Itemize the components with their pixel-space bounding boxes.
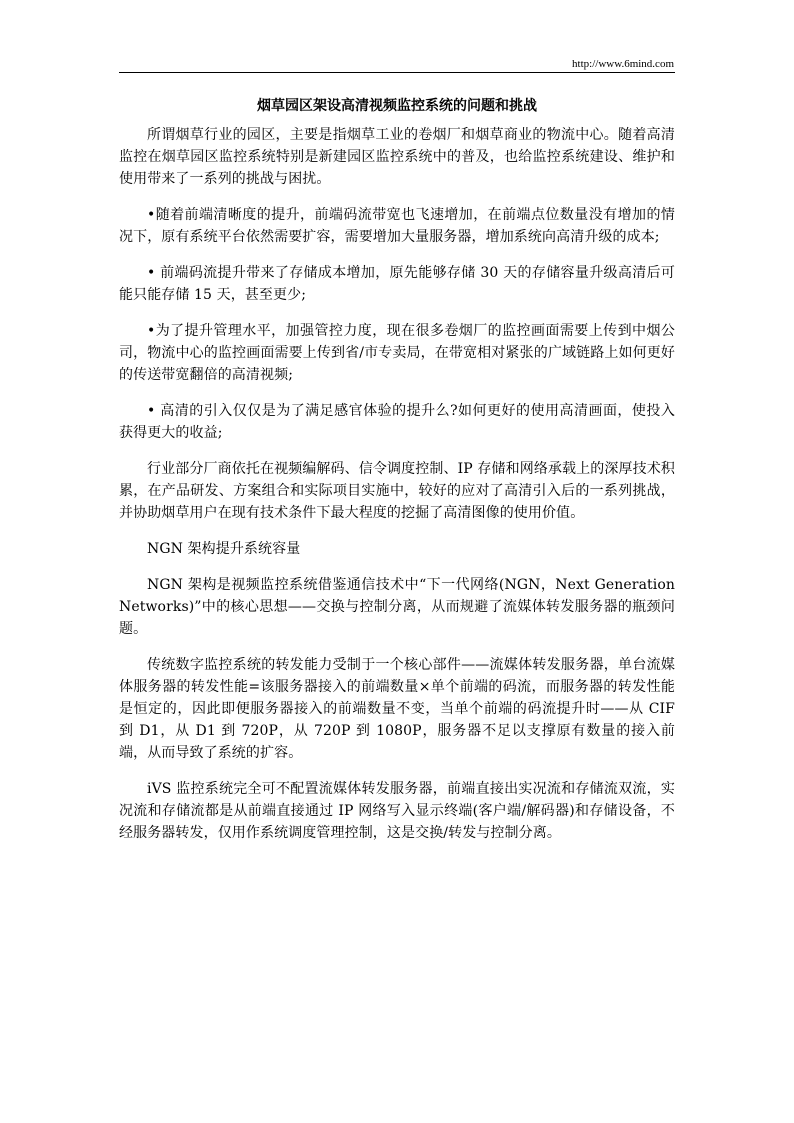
vendor-paragraph: 行业部分厂商依托在视频编解码、信令调度控制、IP 存储和网络承载上的深厚技术积累，在产品研发、方案组合和实际项目实施中，较好的应对了高清引入后的一系列挑战，并协助烟草用户在现有技术条件下最大程度的挖掘了高清图像的使用价值。 bbox=[119, 461, 675, 521]
bullet-usage: • 高清的引入仅仅是为了满足感官体验的提升么?如何更好的使用高清画面，使投入获得更大的收益; bbox=[119, 403, 675, 441]
bullet-bandwidth: •随着前端清晰度的提升，前端码流带宽也飞速增加，在前端点位数量没有增加的情况下，原有系统平台依然需要扩容，需要增加大量服务器，增加系统向高清升级的成本; bbox=[119, 207, 675, 245]
intro-paragraph: 所谓烟草行业的园区，主要是指烟草工业的卷烟厂和烟草商业的物流中心。随着高清监控在烟草园区监控系统特别是新建园区监控系统中的普及，也给监控系统建设、维护和使用带来了一系列的挑战与困扰。 bbox=[119, 127, 675, 187]
header-url: http://www.6mind.com bbox=[572, 58, 674, 70]
document-body bbox=[119, 124, 675, 858]
header-divider bbox=[119, 72, 675, 73]
ngn-paragraph: NGN 架构是视频监控系统借鉴通信技术中“下一代网络(NGN，Next GenerationNetworks)”中的核心思想——交换与控制分离，从而规避了流媒体转发服务器的瓶颈问题。 bbox=[119, 577, 675, 637]
section-heading-ngn: NGN 架构提升系统容量 bbox=[147, 541, 301, 557]
traditional-paragraph: 传统数字监控系统的转发能力受制于一个核心部件——流媒体转发服务器，单台流媒体服务器的转发性能=该服务器接入的前端数量×单个前端的码流，而服务器的转发性能是恒定的，因此即便服务器接入的前端数量不变，当单个前端的码流提升时——从 CIF 到 D1，从 D1 到 720P，从 720P 到 1080P，服务器不足以支撑原有数量的接入前端，从而导致了系统的扩容。 bbox=[119, 657, 675, 761]
document-title: 烟草园区架设高清视频监控系统的问题和挑战 bbox=[257, 98, 537, 114]
bullet-upload: •为了提升管理水平，加强管控力度，现在很多卷烟厂的监控画面需要上传到中烟公司，物流中心的监控画面需要上传到省/市专卖局，在带宽相对紧张的广域链路上如何更好的传送带宽翻倍的高清视频; bbox=[119, 323, 675, 383]
ivs-paragraph: iVS 监控系统完全可不配置流媒体转发服务器，前端直接出实况流和存储流双流，实况流和存储流都是从前端直接通过 IP 网络写入显示终端(客户端/解码器)和存储设备，不经服务器转发，仅用作系统调度管理控制，这是交换/转发与控制分离。 bbox=[119, 781, 675, 841]
bullet-storage: • 前端码流提升带来了存储成本增加，原先能够存储 30 天的存储容量升级高清后可能只能存储 15 天，甚至更少; bbox=[119, 265, 675, 303]
